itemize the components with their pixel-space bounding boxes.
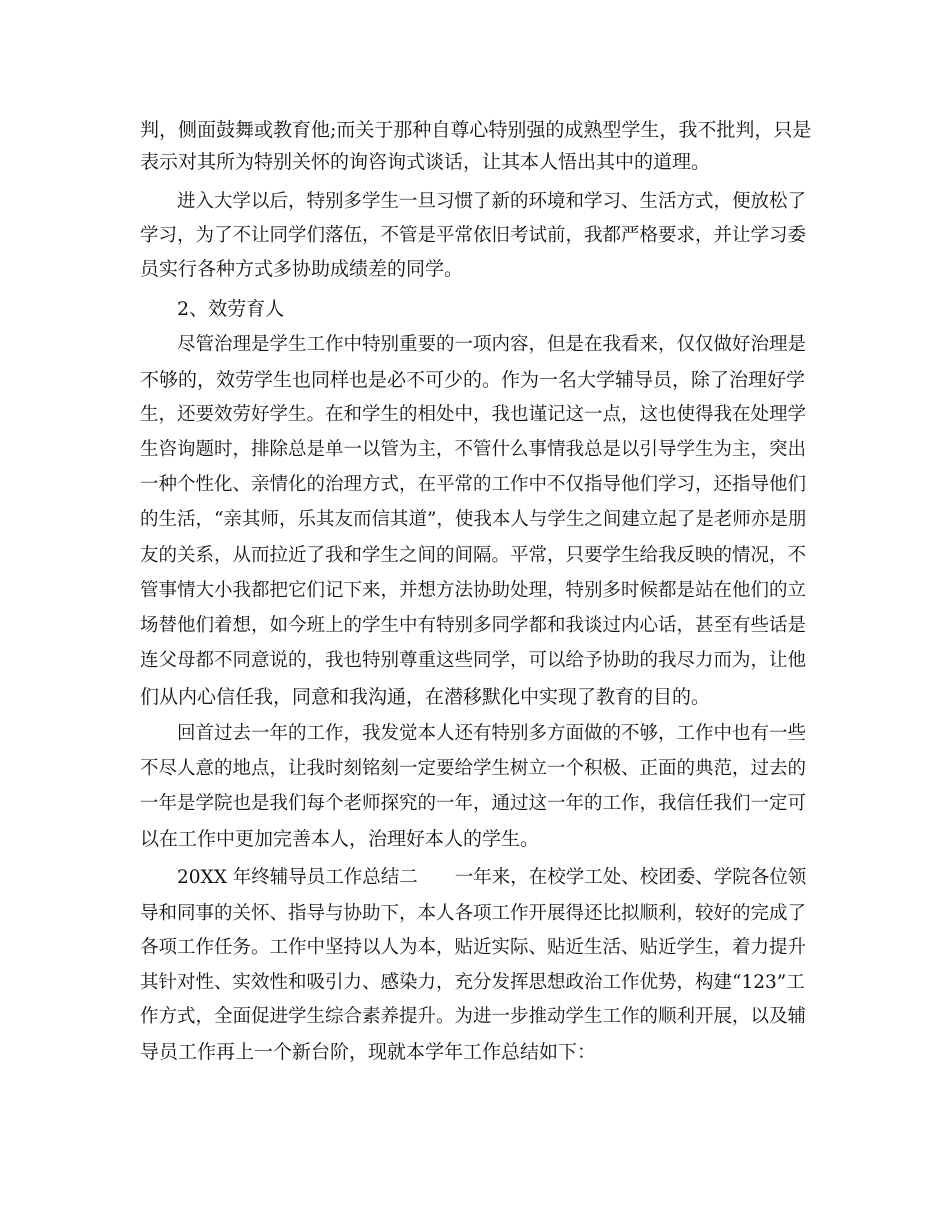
text-line: 不尽人意的地点，让我时刻铭刻一定要给学生树立一个积极、正面的典范，过去的 bbox=[140, 758, 807, 779]
text-line: 判，侧面鼓舞或教育他;而关于那种自尊心特别强的成熟型学生，我不批判，只是 bbox=[140, 119, 812, 141]
text-line: 生咨询题时，排除总是单一以管为主，不管什么事情我总是以引导学生为主，突出 bbox=[140, 439, 807, 460]
text-line: 导员工作再上一个新台阶，现就本学年工作总结如下： bbox=[140, 1041, 597, 1063]
text-line: 一种个性化、亲情化的治理方式，在平常的工作中不仅指导他们学习，还指导他们 bbox=[140, 474, 807, 495]
text-line: 不够的，效劳学生也同样也是必不可少的。作为一名大学辅导员，除了治理好学 bbox=[140, 369, 806, 391]
paragraph-start-line: 回首过去一年的工作，我发觉本人还有特别多方面做的不够，工作中也有一些 bbox=[177, 723, 807, 744]
paragraph-start-line: 进入大学以后，特别多学生一旦习惯了新的环境和学习、生活方式，便放松了 bbox=[177, 191, 807, 212]
text-line: 以在工作中更加完善本人，治理好本人的学生。 bbox=[140, 828, 540, 850]
text-line: 学习，为了不让同学们落伍，不管是平常依旧考试前，我都严格要求，并让学习委 bbox=[140, 225, 807, 246]
text-line: 的生活，“亲其师，乐其友而信其道”，使我本人与学生之间建立起了是老师亦是朋 bbox=[140, 509, 807, 530]
text-line: 友的关系，从而拉近了我和学生之间的间隔。平常，只要学生给我反映的情况，不 bbox=[140, 545, 807, 566]
text-line: 表示对其所为特别关怀的询咨询式谈话，让其本人悟出其中的道理。 bbox=[140, 151, 711, 173]
text-line: 其针对性、实效性和吸引力、感染力，充分发挥思想政治工作优势，构建“123”工 bbox=[140, 972, 805, 993]
text-line: 生，还要效劳好学生。在和学生的相处中，我也谨记这一点，这也使得我在处理学 bbox=[140, 404, 807, 425]
text-line: 管事情大小我都把它们记下来，并想方法协助处理，特别多时候都是站在他们的立 bbox=[140, 580, 807, 601]
text-line: 一年是学院也是我们每个老师探究的一年，通过这一年的工作，我信任我们一定可 bbox=[140, 793, 807, 814]
text-line: 场替他们着想，如今班上的学生中有特别多同学都和我谈过内心话，甚至有些话是 bbox=[140, 615, 807, 636]
section-heading: 2、效劳育人 bbox=[177, 298, 285, 320]
text-line: 导和同事的关怀、指导与协助下，本人各项工作开展得还比拟顺利，较好的完成了 bbox=[140, 903, 807, 924]
text-line: 连父母都不同意说的，我也特别尊重这些同学，可以给予协助的我尽力而为，让他 bbox=[140, 650, 807, 671]
text-line: 们从内心信任我，同意和我沟通，在潜移默化中实现了教育的目的。 bbox=[140, 686, 711, 708]
paragraph-start-line: 尽管治理是学生工作中特别重要的一项内容，但是在我看来，仅仅做好治理是 bbox=[177, 334, 807, 355]
text-line: 员实行各种方式多协助成绩差的同学。 bbox=[140, 258, 464, 280]
text-line: 各项工作任务。工作中坚持以人为本，贴近实际、贴近生活、贴近学生，着力提升 bbox=[140, 937, 807, 958]
paragraph-start-line: 20XX 年终辅导员工作总结二 一年来，在校学工处、校团委、学院各位领 bbox=[177, 867, 807, 888]
text-line: 作方式，全面促进学生综合素养提升。为进一步推动学生工作的顺利开展，以及辅 bbox=[140, 1006, 807, 1027]
